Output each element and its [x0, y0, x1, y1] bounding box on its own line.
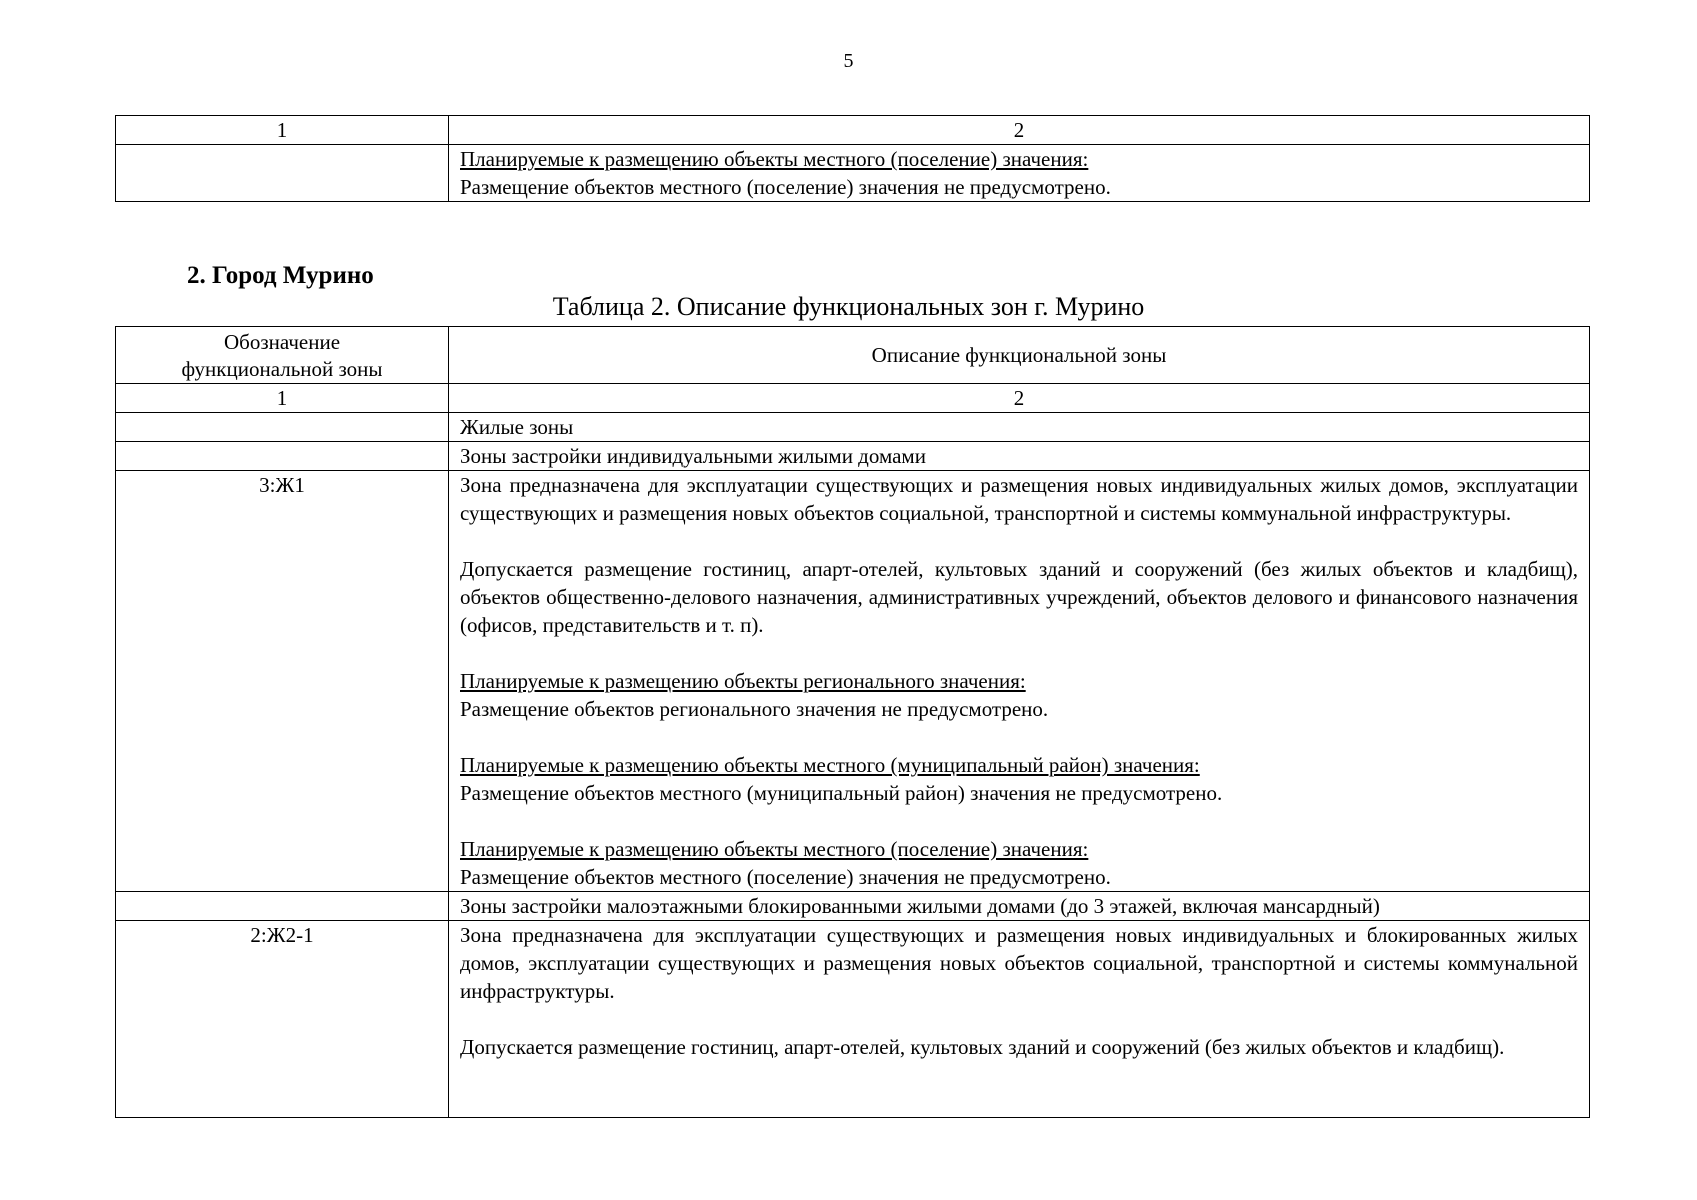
description-cell	[449, 145, 1590, 202]
planned-settlement-text: Размещение объектов местного (поселение) значения не предусмотрено.	[460, 865, 1111, 889]
zone-code: 3:Ж1	[116, 471, 449, 892]
zone-group-title: Жилые зоны	[449, 413, 1590, 442]
continued-table	[115, 115, 1590, 202]
zone-subgroup-title: Зоны застройки малоэтажными блокированными жилыми домами (до 3 этажей, включая мансардный)	[449, 892, 1590, 921]
page-number: 5	[843, 50, 854, 72]
table-row	[116, 471, 1590, 892]
planned-regional-title: Планируемые к размещению объекты регионального значения:	[460, 669, 1026, 693]
zones-table	[115, 326, 1590, 1118]
planned-settlement-title: Планируемые к размещению объекты местного (поселение) значения:	[460, 837, 1089, 861]
zone-subgroup-title: Зоны застройки индивидуальными жилыми домами	[449, 442, 1590, 471]
column-number-2: 2	[449, 116, 1590, 145]
table-number-row	[116, 384, 1590, 413]
table-caption: Таблица 2. Описание функциональных зон г. Мурино	[552, 292, 1145, 321]
section-heading: 2. Город Мурино	[187, 262, 374, 289]
empty-cell	[116, 413, 449, 442]
planned-local-title: Планируемые к размещению объекты местного (поселение) значения:	[460, 147, 1089, 171]
table-row	[116, 145, 1590, 202]
planned-regional-text: Размещение объектов регионального значения не предусмотрено.	[460, 697, 1049, 721]
column-number-2: 2	[449, 384, 1590, 413]
table-header-row	[116, 116, 1590, 145]
column-number-1: 1	[116, 384, 449, 413]
empty-cell	[116, 892, 449, 921]
header-zone-code: Обозначение функциональной зоны	[116, 327, 449, 384]
header-zone-description: Описание функциональной зоны	[449, 327, 1590, 384]
table-header-row	[116, 327, 1590, 384]
column-number-1: 1	[116, 116, 449, 145]
zone-purpose: Зона предназначена для эксплуатации существующих и размещения новых индивидуальных жилых домов, эксплуатации существующих и размещения новых объектов социальной, транспортной и системы коммунальной инфраструктуры.	[460, 473, 1578, 525]
zone-purpose: Зона предназначена для эксплуатации существующих и размещения новых индивидуальных и блокированных жилых домов, эксплуатации существующих и размещения новых объектов социальной, транспортной и системы коммунальной инфраструктуры.	[460, 923, 1578, 1003]
planned-municipal-text: Размещение объектов местного (муниципальный район) значения не предусмотрено.	[460, 781, 1223, 805]
zone-allowed-uses: Допускается размещение гостиниц, апарт-отелей, культовых зданий и сооружений (без жилых объектов и кладбищ), объектов общественно-делового назначения, административных учреждений, объектов делового и финансового назначения (офисов, представительств и т. п).	[460, 557, 1578, 637]
table-row	[116, 892, 1590, 921]
planned-municipal-title: Планируемые к размещению объекты местного (муниципальный район) значения:	[460, 753, 1200, 777]
zone-description	[449, 471, 1590, 892]
table-row	[116, 442, 1590, 471]
empty-cell	[116, 145, 449, 202]
empty-cell	[116, 442, 449, 471]
table-row	[116, 413, 1590, 442]
zone-allowed-uses: Допускается размещение гостиниц, апарт-отелей, культовых зданий и сооружений (без жилых объектов и кладбищ).	[460, 1035, 1505, 1059]
table-row	[116, 921, 1590, 1118]
zone-description	[449, 921, 1590, 1118]
planned-local-text: Размещение объектов местного (поселение) значения не предусмотрено.	[460, 175, 1111, 199]
zone-code: 2:Ж2-1	[116, 921, 449, 1118]
